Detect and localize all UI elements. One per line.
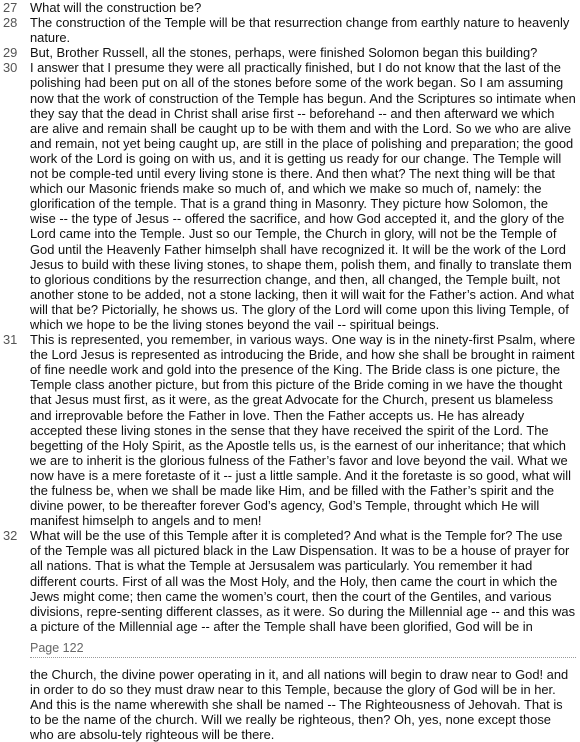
paragraph-number: 28: [3, 15, 18, 31]
page-divider: [30, 657, 576, 658]
paragraph-number: 30: [3, 60, 18, 76]
page-number-label: Page 122: [30, 640, 84, 655]
paragraph-text: What will be the use of this Temple after it is completed? And what is the Temple for? The use of the Temple was all pictured black in the Law Dispensation. It was to be a house of prayer for all nations. That is what the Temple at Jersusalem was particularly. You remember it had different courts. First of all was the Most Holy, and the Holy, then came the court in which the Jews might come; then came the women’s court, then the court of the Gentiles, and various divisions, repre-senting different classes, as it were. So during the Millennial age -- and this was a picture of the Millennial age -- after the Temple shall have been glorified, God will be in: [30, 528, 576, 634]
paragraph-29: [0, 45, 580, 60]
paragraph-31: [0, 332, 580, 528]
paragraph-text: The construction of the Temple will be that resurrection change from earthly nature to heavenly nature.: [30, 15, 570, 46]
paragraph-32: [0, 528, 580, 634]
paragraph-text: I answer that I presume they were all practically finished, but I do not know that the last of the polishing had been put on all of the stones before some of the work began. So I am assuming now that the work of construction of the Temple has begun. And the Scriptures so intimate when they say that the dead in Christ shall arise first -- beforehand -- and then afterward we which are alive and remain shall be caught up to be with them and with the Lord. So we who are alive and remain, not yet being caught up, are still in the place of polishing and preparation; the good work of the Lord is going on with us, and it is getting us ready for our change. The Temple will not be comple-ted until every living stone is there. And then what? The next thing will be that which our Masonic friends make so much of, and which we make so much of, namely: the glorification of the temple. That is a grand thing in Masonry. They picture how Solomon, the wise -- the type of Jesus -- offered the sacrifice, and how God accepted it, and the glory of the Lord came into the Temple. Just so our Temple, the Church in glory, will not be the Temple of God until the Heavenly Father himselph shall have recognized it. It will be the work of the Lord Jesus to build with these living stones, to shape them, polish them, and finally to translate them to glorious conditions by the resurrection change, and then, all changed, the Temple built, not another stone to be added, not a stone lacking, then it will wait for the Father’s action. And what will that be? Pictorially, he shows us. The glory of the Lord will come upon this living Temple, of which we hope to be the living stones beyond the vail -- spiritual beings.: [30, 60, 576, 332]
paragraph-number: 27: [3, 0, 18, 15]
paragraph-text: This is represented, you remember, in various ways. One way is in the ninety-first Psalm, where the Lord Jesus is represented as introducing the Bride, and how she shall be brought in raiment of fine needle work and gold into the presence of the King. The Bride class is one picture, the Temple class another picture, but from this picture of the Bride coming in we have the thought that Jesus must first, as it were, as the great Advocate for the Church, present us blameless and irreprovable before the Father in love. Then the Father accepts us. He has already accepted these living stones in the sense that they have received the spirit of the Lord. The begetting of the Holy Spirit, as the Apostle tells us, is the earnest of our inheritance; that which we are to inherit is the glorious fulness of the Father’s favor and love beyond the vail. What we now have is a mere foretaste of it -- just a little sample. And it the foretaste is so good, what will the fulness be, when we shall be made like Him, and be filled with the Father’s spirit and the divine power, to be thereafter forever God’s agency, God’s Temple, throught which He will manifest himselph to angels and to men!: [30, 332, 576, 529]
paragraph-number: 32: [3, 528, 18, 544]
paragraph-number: 31: [3, 332, 18, 348]
paragraph-text: But, Brother Russell, all the stones, perhaps, were finished Solomon began this building?: [30, 45, 538, 61]
paragraph-30: [0, 60, 580, 332]
continuation-paragraph: the Church, the divine power operating in it, and all nations will begin to draw near to God! and in order to do so they must draw near to this Temple, because the glory of God will be in her. And this is the name wherewith she shall be named -- The Righteousness of Jehovah. That is to be the name of the church. Will we really be righteous, then? Oh, yes, none except those who are absolu-tely righteous will be there.: [30, 666, 569, 742]
paragraph-number: 29: [3, 45, 18, 61]
paragraph-27: [0, 0, 580, 15]
paragraph-text: What will the construction be?: [30, 0, 202, 15]
paragraph-28: [0, 15, 580, 45]
